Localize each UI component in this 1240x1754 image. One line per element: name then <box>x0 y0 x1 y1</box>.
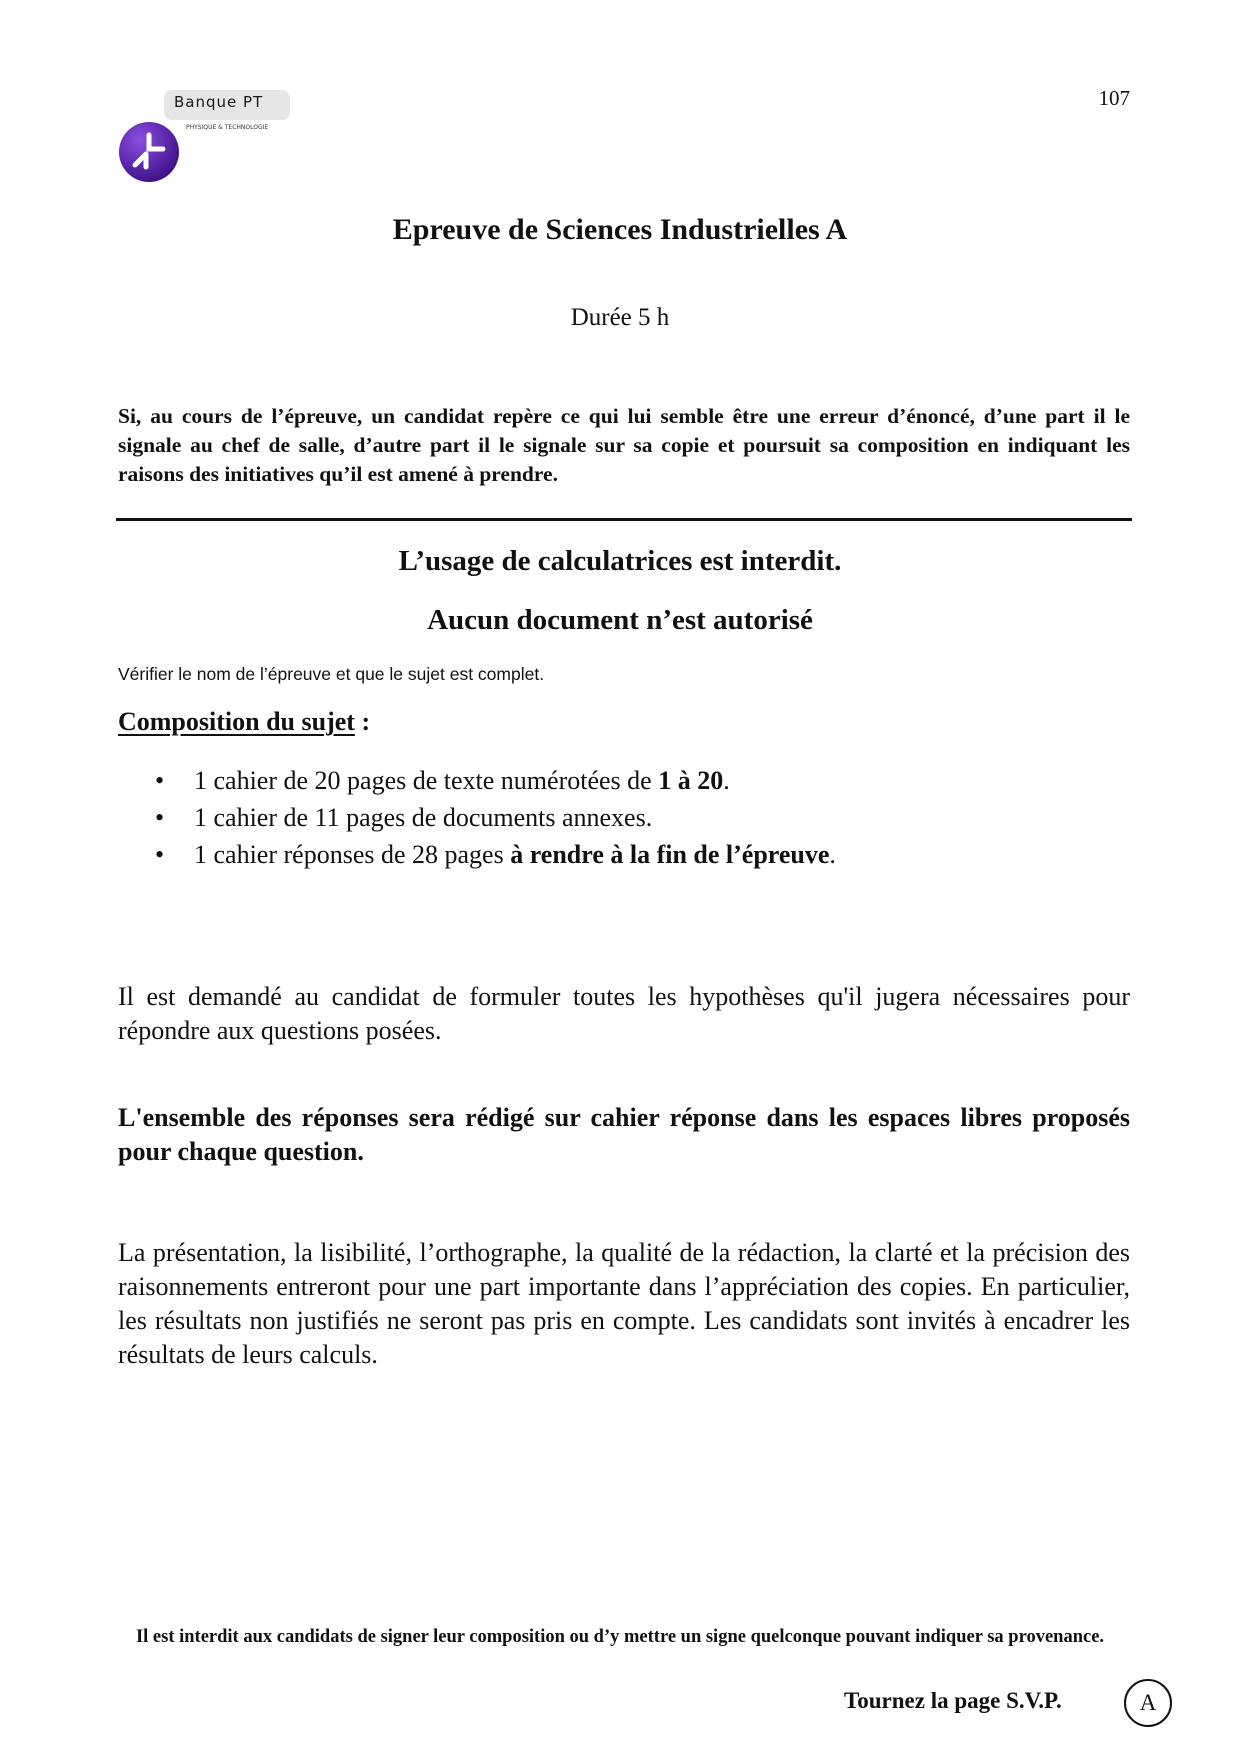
list-item-bold: 1 à 20 <box>658 766 724 795</box>
hypotheses-note: Il est demandé au candidat de formuler toutes les hypothèses qu'il jugera nécessaires pour répondre aux questions posées. <box>118 982 1130 1045</box>
list-item-text: 1 cahier de 11 pages de documents annexes. <box>194 803 653 832</box>
divider <box>116 518 1132 521</box>
presentation-note: La présentation, la lisibilité, l’orthographe, la qualité de la rédaction, la clarté et la précision des raisonnements entreront pour une part importante dans l’appréciation des copies. En particulier, les résultats non justifiés ne seront pas pris en compte. Les candidats sont invités à encadrer les résultats de leurs calculs. <box>118 1238 1130 1369</box>
logo-tagline: PHYSIQUE & TECHNOLOGIE <box>186 124 269 131</box>
composition-heading-suffix: : <box>354 707 371 736</box>
exam-title: Epreuve de Sciences Industrielles A <box>392 213 848 246</box>
composition-heading <box>118 707 370 737</box>
calculator-rule: L’usage de calculatrices est interdit. <box>398 545 842 577</box>
list-item-end: . <box>723 766 730 795</box>
bullet-icon: • <box>155 840 165 869</box>
list-item <box>155 799 836 836</box>
list-item-bold: à rendre à la fin de l’épreuve <box>510 840 830 869</box>
verify-note: Vérifier le nom de l’épreuve et que le sujet est complet. <box>118 664 545 684</box>
bullet-icon: • <box>155 766 165 795</box>
prohibition-note: Il est interdit aux candidats de signer leur composition ou d’y mettre un signe quelconque pouvant indiquer sa provenance. <box>135 1627 1105 1647</box>
list-item <box>155 762 836 799</box>
bullet-icon: • <box>155 803 165 832</box>
list-item-text: 1 cahier réponses de 28 pages <box>194 840 511 869</box>
page-number: 107 <box>1098 86 1130 110</box>
composition-heading-text: Composition du sujet <box>118 707 355 736</box>
variant-badge: A <box>1124 1679 1172 1727</box>
exam-duration: Durée 5 h <box>570 304 670 331</box>
composition-list <box>155 762 836 873</box>
turn-page-note: Tournez la page S.V.P. <box>844 1688 1062 1713</box>
logo-plus-icon <box>118 121 180 183</box>
error-notice: Si, au cours de l’épreuve, un candidat repère ce qui lui semble être une erreur d’énoncé, d’une part il le signale au chef de salle, d’autre part il le signale sur sa copie et poursuit sa composition en indiquant les raisons des initiatives qu’il est amené à prendre. <box>118 404 1130 486</box>
list-item <box>155 836 836 873</box>
answers-note: L'ensemble des réponses sera rédigé sur cahier réponse dans les espaces libres proposés pour chaque question. <box>118 1103 1130 1166</box>
list-item-text: 1 cahier de 20 pages de texte numérotées de <box>194 766 659 795</box>
list-item-end: . <box>829 840 836 869</box>
banque-pt-logo <box>118 88 298 188</box>
logo-brand: Banque PT <box>174 93 264 111</box>
documents-rule: Aucun document n’est autorisé <box>427 604 813 636</box>
